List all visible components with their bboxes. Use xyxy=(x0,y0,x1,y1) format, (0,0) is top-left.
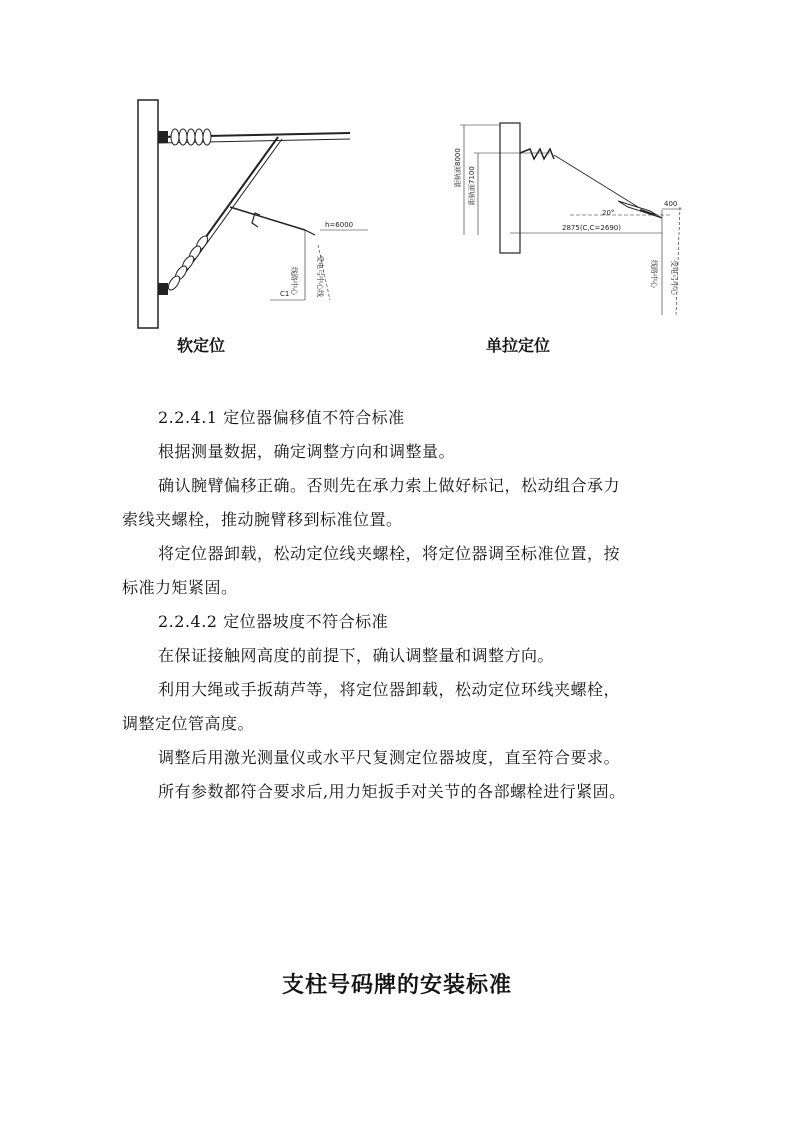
height-label: h=6000 xyxy=(325,221,354,229)
paragraph: 调整后用激光测量仪或水平尺复测定位器坡度，直至符合要求。 xyxy=(158,748,621,767)
lower-insulator xyxy=(166,234,210,292)
pantograph-center-label: 受电弓中心 xyxy=(670,260,678,295)
body-text xyxy=(122,401,682,809)
paragraph-cont: 调整定位管高度。 xyxy=(122,714,255,733)
section-2-2-4-2: 2.2.4.2 定位器坡度不符合标准 xyxy=(158,612,389,631)
pantograph-center-label: 受电弓中心线 xyxy=(316,255,324,297)
offset-label: 400 xyxy=(664,200,678,208)
insulator xyxy=(520,149,554,159)
angle-label: 20° xyxy=(602,209,615,217)
single-pull-caption: 单拉定位 xyxy=(486,336,551,355)
paragraph-cont: 标准力矩紧固。 xyxy=(122,578,238,597)
dimension-label: 2875(C,C=2690) xyxy=(562,224,621,232)
soft-registration-caption: 软定位 xyxy=(177,336,226,355)
paragraph: 根据测量数据，确定调整方向和调整量。 xyxy=(158,442,456,461)
paragraph-cont: 索线夹螺栓，推动腕臂移到标准位置。 xyxy=(122,510,403,529)
paragraph: 所有参数都符合要求后,用力矩扳手对关节的各部螺栓进行紧固。 xyxy=(158,782,626,801)
line-center-label: 线路中心 xyxy=(290,267,298,295)
top-insulator xyxy=(171,129,211,145)
c-label: C1 xyxy=(280,290,290,298)
section-2-2-4-1: 2.2.4.1 定位器偏移值不符合标准 xyxy=(158,408,405,427)
paragraph: 在保证接触网高度的前提下，确认调整量和调整方向。 xyxy=(158,646,555,665)
paragraph: 将定位器卸载，松动定位线夹螺栓，将定位器调至标准位置，按 xyxy=(158,544,621,563)
single-pull-figure xyxy=(450,115,695,325)
paragraph: 利用大绳或手扳葫芦等，将定位器卸载，松动定位环线夹螺栓， xyxy=(158,680,621,699)
soft-registration-figure xyxy=(120,95,370,330)
pole xyxy=(138,100,158,328)
pole xyxy=(500,123,520,253)
line-center-label: 线路中心 xyxy=(650,260,658,288)
paragraph: 确认腕臂偏移正确。否则先在承力索上做好标记，松动组合承力 xyxy=(158,476,621,495)
section-title: 支柱号码牌的安装标准 xyxy=(281,972,512,998)
height-8000-label: 距轨面8000 xyxy=(454,148,462,187)
height-7100-label: 距轨面7100 xyxy=(468,166,476,205)
